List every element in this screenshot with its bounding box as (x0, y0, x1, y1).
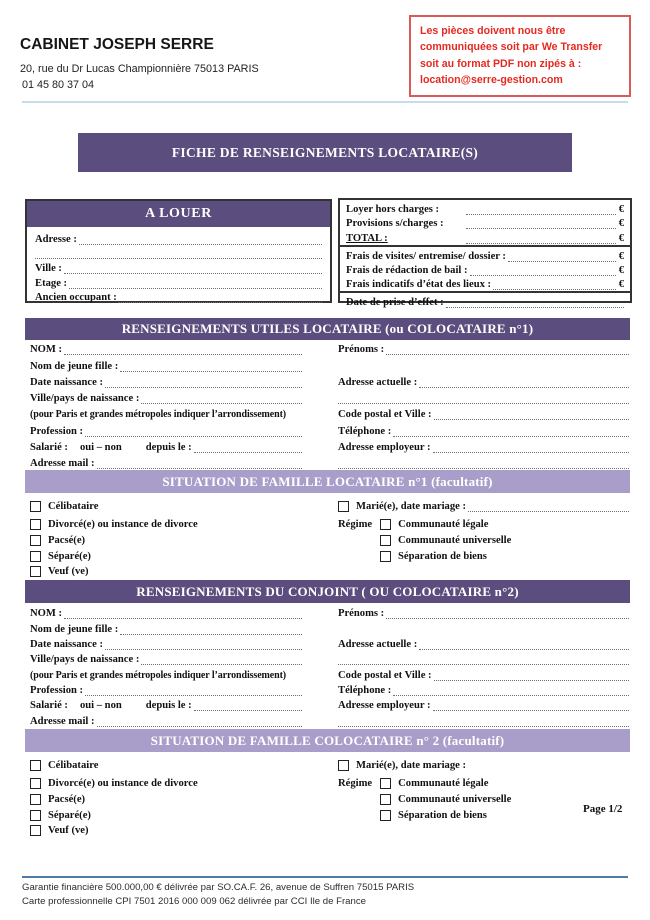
jeune-fille-label: Nom de jeune fille : (30, 360, 119, 372)
checkbox-icon (30, 778, 41, 789)
paris-note: (pour Paris et grandes métropoles indiquer l’arrondissement) (30, 409, 287, 421)
etage-row (35, 274, 322, 289)
code-postal-row-2 (338, 665, 629, 680)
fill-line (468, 501, 629, 512)
adresse-actuelle-continuation-2 (338, 650, 629, 665)
frais-bail-label: Frais de rédaction de bail : (346, 264, 468, 276)
prenoms-label: Prénoms : (338, 608, 385, 620)
company-phone: 01 45 80 37 04 (22, 79, 95, 91)
jeune-fille-row-2 (30, 619, 302, 634)
fill-line (446, 297, 624, 308)
fill-line (85, 685, 302, 696)
fill-line (338, 458, 629, 469)
pacse-option: Pacsé(e) (30, 533, 310, 549)
salarie-label: Salarié : (30, 700, 68, 712)
veuf-option-2: Veuf (ve) (30, 823, 310, 839)
divorce-option-2: Divorcé(e) ou instance de divorce (30, 775, 310, 792)
employeur-row-2 (338, 696, 629, 711)
nom-label: NOM : (30, 608, 63, 620)
regime-legale-option: Régime Communauté légale (338, 519, 489, 530)
loyer-label: Loyer hors charges : (346, 204, 440, 216)
ville-row (35, 259, 322, 274)
a-louer-title: A LOUER (27, 201, 330, 227)
notice-box (409, 15, 631, 97)
profession-label: Profession : (30, 685, 84, 697)
etage-label: Etage : (35, 277, 68, 289)
fill-line (393, 685, 629, 696)
ville-naissance-label: Ville/pays de naissance : (30, 654, 140, 666)
separe-option-2: Séparé(e) (30, 808, 310, 824)
fill-line (141, 654, 302, 665)
profession-row-2 (30, 681, 302, 696)
nom-row (30, 339, 302, 355)
veuf-option: Veuf (ve) (30, 564, 310, 580)
company-name: CABINET JOSEPH SERRE (20, 36, 214, 53)
fill-line (434, 670, 629, 681)
fill-line (338, 393, 629, 404)
profession-row (30, 420, 302, 436)
ville-naissance-row-2 (30, 650, 302, 665)
notice-email: location@serre-gestion.com (420, 74, 563, 87)
checkbox-icon (30, 519, 41, 530)
depuis-le-label: depuis le : (145, 700, 192, 712)
euro-sign: € (618, 264, 624, 276)
page-number: Page 1/2 (583, 803, 623, 815)
marie-option: Marié(e), date mariage : (338, 496, 629, 516)
total-label: TOTAL : (346, 232, 388, 244)
regime-universelle-option: Communauté universelle (380, 533, 629, 549)
checkbox-icon (30, 794, 41, 805)
notice-line: communiquées soit par We Transfer (420, 41, 603, 54)
frais-lieux-label: Frais indicatifs d’état des lieux : (346, 279, 492, 291)
section2-title: RENSEIGNEMENTS DU CONJOINT ( OU COLOCATAIRE n°2) (25, 580, 630, 603)
fill-line (97, 458, 302, 469)
code-postal-row (338, 404, 629, 420)
frais-lieux-row (346, 276, 624, 290)
profession-label: Profession : (30, 425, 84, 437)
jeune-fille-label: Nom de jeune fille : (30, 623, 119, 635)
checkbox-icon (380, 778, 391, 789)
date-effet-row (346, 294, 624, 308)
ancien-occupant-row (35, 289, 322, 304)
regime-label: Régime (338, 519, 373, 530)
loyer-row (346, 201, 624, 215)
mail-continuation-row (338, 453, 629, 469)
ville-label: Ville : (35, 263, 62, 275)
frais-visites-row (346, 248, 624, 262)
checkbox-icon (30, 566, 41, 577)
footer-carte: Carte professionnelle CPI 7501 2016 000 009 062 délivrée par CCI Ile de France (22, 896, 366, 907)
adresse-actuelle-label: Adresse actuelle : (338, 376, 418, 388)
a-louer-box (25, 199, 332, 303)
checkbox-icon (380, 551, 391, 562)
regime-legale-option-2: Régime Communauté légale (338, 778, 489, 789)
euro-sign: € (618, 232, 624, 244)
fill-line (466, 233, 616, 244)
checkbox-icon (30, 535, 41, 546)
page-title: FICHE DE RENSEIGNEMENTS LOCATAIRE(S) (78, 133, 572, 172)
fill-line (433, 700, 629, 711)
divorce-option: Divorcé(e) ou instance de divorce (30, 516, 310, 533)
fill-line (85, 426, 302, 437)
adresse-actuelle-row-2 (338, 635, 629, 650)
oui-non-label: oui – non (79, 700, 122, 712)
date-naissance-row (30, 372, 302, 388)
fill-line (194, 442, 302, 453)
nom-label: NOM : (30, 344, 63, 356)
adresse-actuelle-continuation (338, 388, 629, 404)
fill-line (69, 278, 322, 289)
fill-line (386, 344, 629, 355)
salarie-label: Salarié : (30, 442, 68, 454)
checkbox-icon (380, 535, 391, 546)
ville-naissance-label: Ville/pays de naissance : (30, 393, 140, 405)
nom-row-2 (30, 604, 302, 619)
jeune-fille-row (30, 355, 302, 371)
euro-sign: € (618, 218, 624, 230)
oui-non-label: oui – non (79, 442, 122, 454)
euro-sign: € (618, 204, 624, 216)
regime-label: Régime (338, 778, 373, 789)
fill-line (466, 218, 616, 229)
salarie-row-2 (30, 696, 302, 711)
header-divider (22, 101, 628, 103)
adresse-label: Adresse : (35, 233, 77, 245)
provisions-label: Provisions s/charges : (346, 218, 444, 230)
fill-line (393, 426, 629, 437)
fill-line (64, 344, 302, 355)
fill-line (433, 442, 629, 453)
euro-sign: € (618, 279, 624, 291)
code-postal-label: Code postal et Ville : (338, 669, 432, 681)
mail-continuation-row-2 (338, 711, 629, 726)
mail-label: Adresse mail : (30, 458, 95, 470)
employeur-row (338, 437, 629, 453)
frais-visites-label: Frais de visites/ entremise/ dossier : (346, 250, 506, 262)
fill-line (470, 265, 616, 276)
regime-separation-option: Séparation de biens (380, 549, 629, 565)
fill-line (120, 361, 302, 372)
prenoms-row-2 (338, 604, 629, 619)
fill-line (35, 248, 322, 259)
fill-line (419, 639, 629, 650)
fill-line (97, 716, 302, 727)
date-naissance-label: Date naissance : (30, 639, 103, 651)
date-naissance-label: Date naissance : (30, 376, 103, 388)
celibataire-option-2: Célibataire (30, 755, 310, 775)
telephone-label: Téléphone : (338, 425, 392, 437)
fill-line (64, 263, 322, 274)
paris-note-2: (pour Paris et grandes métropoles indiquer l’arrondissement) (30, 669, 287, 681)
celibataire-option: Célibataire (30, 496, 310, 516)
footer-garantie: Garantie financière 500.000,00 € délivrée par SO.CA.F. 26, avenue de Suffren 75015 PARIS (22, 882, 415, 893)
checkbox-icon (30, 810, 41, 821)
separe-option: Séparé(e) (30, 549, 310, 565)
section1-title: RENSEIGNEMENTS UTILES LOCATAIRE (ou COLOCATAIRE n°1) (25, 318, 630, 340)
notice-line: soit au format PDF non zipés à : (420, 57, 582, 70)
salarie-row (30, 437, 302, 453)
checkbox-icon (380, 794, 391, 805)
company-address: 20, rue du Dr Lucas Championnière 75013 PARIS (20, 63, 259, 75)
checkbox-icon (338, 760, 349, 771)
fill-line (338, 654, 629, 665)
frais-bail-row (346, 262, 624, 276)
footer-divider (22, 876, 628, 878)
checkbox-icon (30, 825, 41, 836)
date-naissance-row-2 (30, 635, 302, 650)
fill-line (120, 624, 302, 635)
spacer-row (338, 355, 629, 371)
telephone-label: Téléphone : (338, 685, 392, 697)
ville-naissance-row (30, 388, 302, 404)
adresse-continuation-row (35, 245, 322, 260)
regime-separation-option-2: Séparation de biens (380, 808, 629, 824)
telephone-row-2 (338, 681, 629, 696)
adresse-row (35, 230, 322, 245)
fill-line (119, 292, 322, 303)
fill-line (466, 204, 616, 215)
ancien-occupant-label: Ancien occupant : (35, 292, 117, 304)
fees-box (338, 198, 632, 309)
fill-line (64, 608, 302, 619)
employeur-label: Adresse employeur : (338, 442, 431, 454)
prenoms-row (338, 339, 629, 355)
fill-line (419, 377, 629, 388)
adresse-actuelle-label: Adresse actuelle : (338, 639, 418, 651)
fill-line (338, 716, 629, 727)
euro-sign: € (618, 250, 624, 262)
pacse-option-2: Pacsé(e) (30, 792, 310, 808)
fill-line (386, 608, 629, 619)
situation2-title: SITUATION DE FAMILLE COLOCATAIRE n° 2 (facultatif) (25, 729, 630, 752)
date-effet-label: Date de prise d’effet : (346, 297, 444, 309)
mail-row (30, 453, 302, 469)
spacer-row (338, 619, 629, 634)
employeur-label: Adresse employeur : (338, 700, 431, 712)
marie-option-2: Marié(e), date mariage : (338, 755, 629, 775)
checkbox-icon (338, 501, 349, 512)
fill-line (105, 377, 302, 388)
fill-line (141, 393, 302, 404)
fill-line (508, 251, 616, 262)
fill-line (105, 639, 302, 650)
mail-row-2 (30, 711, 302, 726)
total-row (346, 229, 624, 243)
checkbox-icon (30, 551, 41, 562)
notice-line: Les pièces doivent nous être (420, 25, 566, 37)
provisions-row (346, 215, 624, 229)
fill-line (493, 279, 616, 290)
code-postal-label: Code postal et Ville : (338, 409, 432, 421)
telephone-row (338, 420, 629, 436)
prenoms-label: Prénoms : (338, 344, 385, 356)
fill-line (434, 409, 629, 420)
checkbox-icon (30, 501, 41, 512)
regime-universelle-option-2: Communauté universelle (380, 792, 629, 808)
depuis-le-label: depuis le : (145, 442, 192, 454)
situation1-title: SITUATION DE FAMILLE LOCATAIRE n°1 (facultatif) (25, 470, 630, 493)
fill-line (79, 234, 322, 245)
checkbox-icon (380, 810, 391, 821)
checkbox-icon (380, 519, 391, 530)
adresse-actuelle-row (338, 372, 629, 388)
mail-label: Adresse mail : (30, 715, 95, 727)
checkbox-icon (30, 760, 41, 771)
fill-line (194, 700, 302, 711)
